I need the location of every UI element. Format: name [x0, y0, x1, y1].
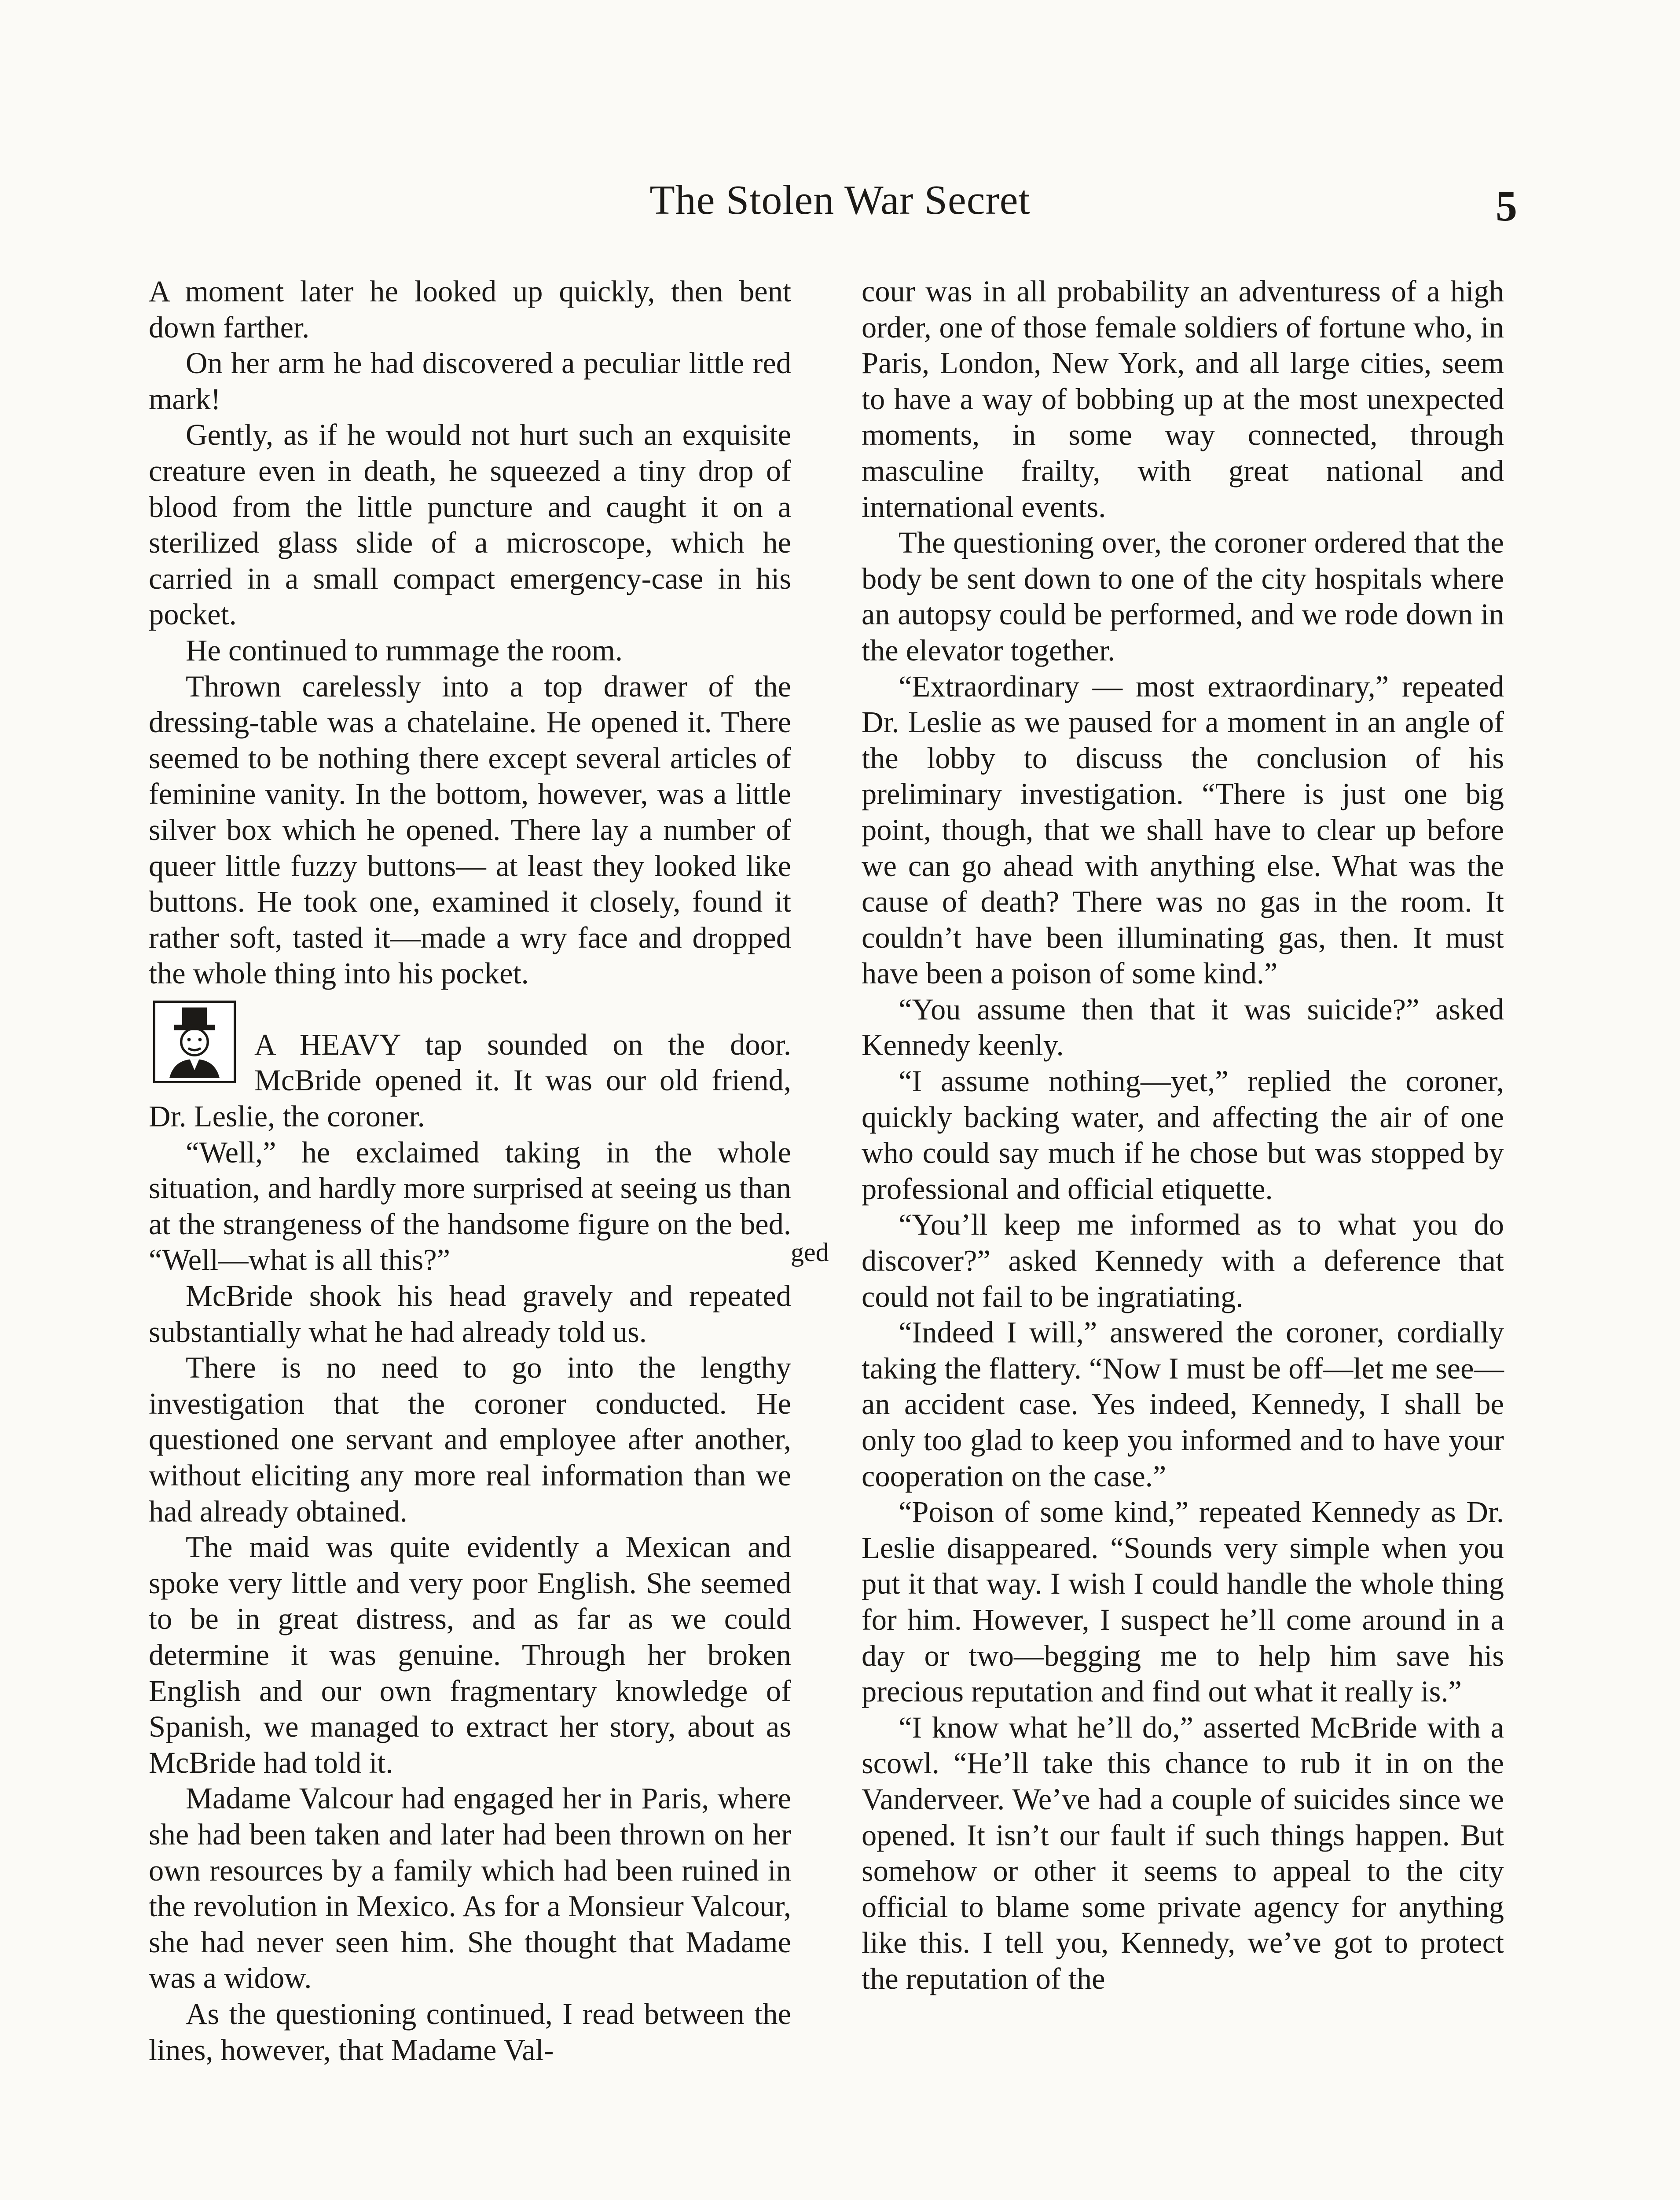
page-number: 5	[1496, 183, 1517, 230]
paragraph: “Well,” he exclaimed taking in the whole situation, and hardly more surprised at seeing us than at the strangeness of the handsome figure on the bed. “Well—what is all this?”	[149, 1135, 791, 1277]
portrait-vignette-icon	[153, 1001, 236, 1083]
paragraph: McBride shook his head gravely and repeated substantially what he had already told us.	[149, 1279, 791, 1349]
paragraph: “You assume then that it was suicide?” asked Kennedy keenly.	[862, 992, 1504, 1062]
paragraph: “Indeed I will,” answered the coroner, cordially taking the flattery. “Now I must be off—let me see—an accident case. Yes indeed, Kennedy, I shall be only too glad to keep you informed and to have your cooperation on the case.”	[862, 1316, 1504, 1493]
paragraph: A HEAVY tap sounded on the door. McBride opened it. It was our old friend, Dr. Leslie, the coroner.	[149, 1027, 791, 1133]
paragraph: cour was in all probability an adventuress of a high order, one of those female soldiers of fortune who, in Paris, London, New York, and all large cities, seem to have a way of bobbing up at the most unexpected moments, in some way connected, through masculine frailty, with great national and international events.	[862, 275, 1504, 524]
paragraph: As the questioning continued, I read between the lines, however, that Madame Val-	[149, 1997, 791, 2067]
paragraph: Thrown carelessly into a top drawer of the dressing-table was a chatelaine. He opened it. There seemed to be nothing there except several articles of feminine vanity. In the bottom, however, was a little silver box which he opened. There lay a number of queer little fuzzy buttons— at least they looked like buttons. He took one, examined it closely, found it rather soft, tasted it—made a wry face and dropped the whole thing into his pocket.	[149, 669, 791, 990]
paragraph: “Extraordinary — most extraordinary,” repeated Dr. Leslie as we paused for a moment in an angle of the lobby to discuss the conclusion of his preliminary investigation. “There is just one big point, though, that we shall have to clear up before we can go ahead with anything else. What was the cause of death? There was no gas in the room. It couldn’t have been illuminating gas, then. It must have been a poison of some kind.”	[862, 669, 1504, 990]
paragraph: A moment later he looked up quickly, then bent down farther.	[149, 275, 791, 344]
paragraph: On her arm he had discovered a peculiar little red mark!	[149, 346, 791, 416]
paragraph: “Poison of some kind,” repeated Kennedy as Dr. Leslie disappeared. “Sounds very simple when you put it that way. I wish I could handle the whole thing for him. However, I suspect he’ll come around in a day or two—begging me to help him save his precious reputation and find out what it really is.”	[862, 1495, 1504, 1709]
paragraph: “I know what he’ll do,” asserted McBride with a scowl. “He’ll take this chance to rub it in on the Vanderveer. We’ve had a couple of suicides since we opened. It isn’t our fault if such things happen. But somehow or other it seems to appeal to the city official to blame some private agency for anything like this. I tell you, Kennedy, we’ve got to protect the reputation of the	[862, 1710, 1504, 1995]
paragraph: The maid was quite evidently a Mexican and spoke very little and very poor English. She seemed to be in great distress, and as far as we could determine it was genuine. Through her broken English and our own fragmentary knowledge of Spanish, we managed to extract her story, about as McBride had told it.	[149, 1530, 791, 1779]
paragraph: There is no need to go into the lengthy investigation that the coroner conducted. He questioned one servant and employee after another, without eliciting any more real information than we had already obtained.	[149, 1351, 791, 1528]
paragraph: Gently, as if he would not hurt such an exquisite creature even in death, he squeezed a tiny drop of blood from the little puncture and caught it on a sterilized glass slide of a microscope, which he carried in a small compact emergency-case in his pocket.	[149, 418, 791, 631]
page-title: The Stolen War Secret	[649, 177, 1031, 223]
left-column	[149, 274, 791, 2068]
paragraph: The questioning over, the coroner ordered that the body be sent down to one of the city hospitals where an autopsy could be performed, and we rode down in the elevator together.	[862, 526, 1504, 667]
paragraph: “You’ll keep me informed as to what you do discover?” asked Kennedy with a deference that could not fail to be ingratiating.	[862, 1208, 1504, 1313]
margin-fragment: ged	[791, 1238, 829, 1267]
paragraph: “I assume nothing—yet,” replied the coroner, quickly backing water, and affecting the air of one who could say much if he chose but was stopped by professional and official etiquette.	[862, 1064, 1504, 1206]
right-column	[862, 274, 1504, 1997]
paragraph: Madame Valcour had engaged her in Paris, where she had been taken and later had been thrown on her own resources by a family which had been ruined in the revolution in Mexico. As for a Monsieur Valcour, she had never seen him. She thought that Madame was a widow.	[149, 1782, 791, 1995]
paragraph: He continued to rummage the room.	[186, 633, 623, 667]
